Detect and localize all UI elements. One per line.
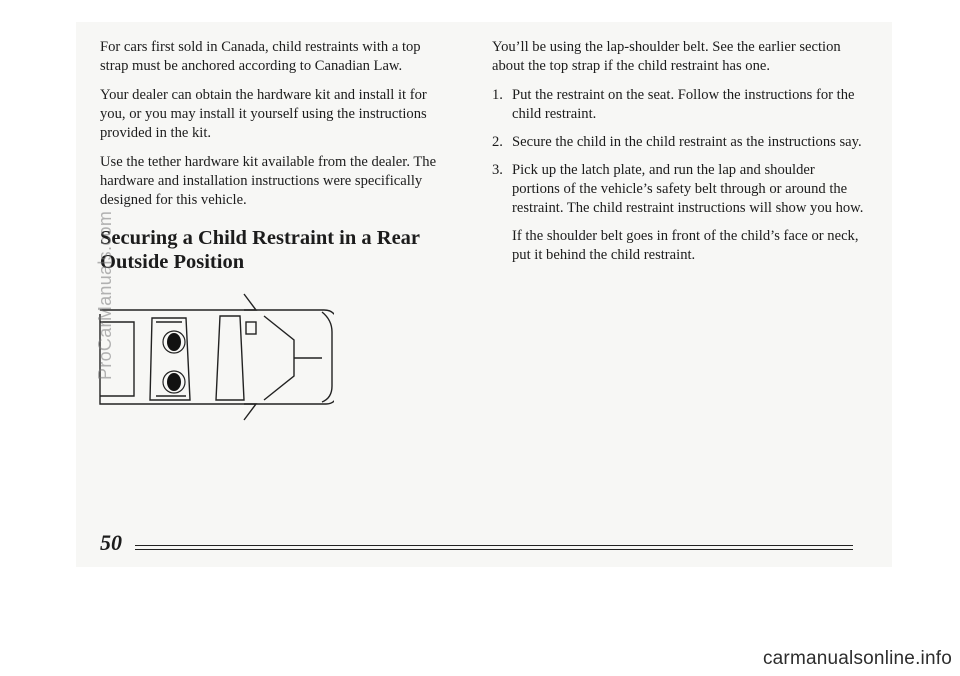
step-text: Pick up the latch plate, and run the lap and shoulder portions of the vehicle’s safety belt through or around the restraint. The child restraint instructions will show you how. — [512, 162, 864, 216]
paragraph-dealer-kit: Your dealer can obtain the hardware kit and install it for you, or you may install it yourself using the instructions provided in the kit. — [100, 87, 427, 141]
step3-note: If the shoulder belt goes in front of the child’s face or neck, put it behind the child restraint. — [512, 228, 859, 263]
mirror-bottom — [244, 404, 256, 420]
step-number: 3. — [492, 162, 503, 178]
occupant-marker-lower — [167, 373, 181, 391]
vehicle-front-curve — [322, 312, 332, 402]
step-item — [492, 161, 864, 218]
belt-retractor — [246, 322, 256, 334]
step-text: Secure the child in the child restraint as the instructions say. — [512, 134, 862, 150]
paragraph-tether-hardware: Use the tether hardware kit available from the dealer. The hardware and installation instructions were specifically designed for this vehicle. — [100, 154, 437, 208]
mirror-top — [244, 294, 256, 310]
site-footer-link[interactable]: carmanualsonline.info — [762, 648, 952, 669]
step-text: Put the restraint on the seat. Follow the instructions for the child restraint. — [512, 87, 855, 122]
page-number: 50 — [100, 530, 122, 555]
paragraph-lap-shoulder-belt: You’ll be using the lap-shoulder belt. See the earlier section about the top strap if the child restraint has one. — [492, 39, 841, 74]
steps-list — [492, 86, 864, 218]
occupant-marker-upper — [167, 333, 181, 351]
footer-rule-bottom — [135, 549, 853, 550]
vehicle-seat-diagram — [94, 292, 334, 422]
front-seat-outline — [216, 316, 244, 400]
section-heading-line1: Securing a Child Restraint in a Rear — [100, 227, 421, 249]
step-item — [492, 86, 864, 124]
watermark-text: ProCarManuals.com — [95, 210, 115, 380]
paragraph-canada-law: For cars first sold in Canada, child restraints with a top strap must be anchored according to Canadian Law. — [100, 39, 421, 74]
left-column — [100, 38, 452, 274]
step-number: 1. — [492, 87, 503, 103]
section-heading — [100, 226, 452, 274]
section-heading-line2: Outside Position — [100, 251, 245, 273]
right-column — [492, 38, 864, 275]
manual-page — [76, 22, 892, 567]
footer-rule-top — [135, 545, 853, 546]
windshield-line — [264, 316, 294, 400]
step-number: 2. — [492, 134, 503, 150]
step-item — [492, 133, 864, 152]
